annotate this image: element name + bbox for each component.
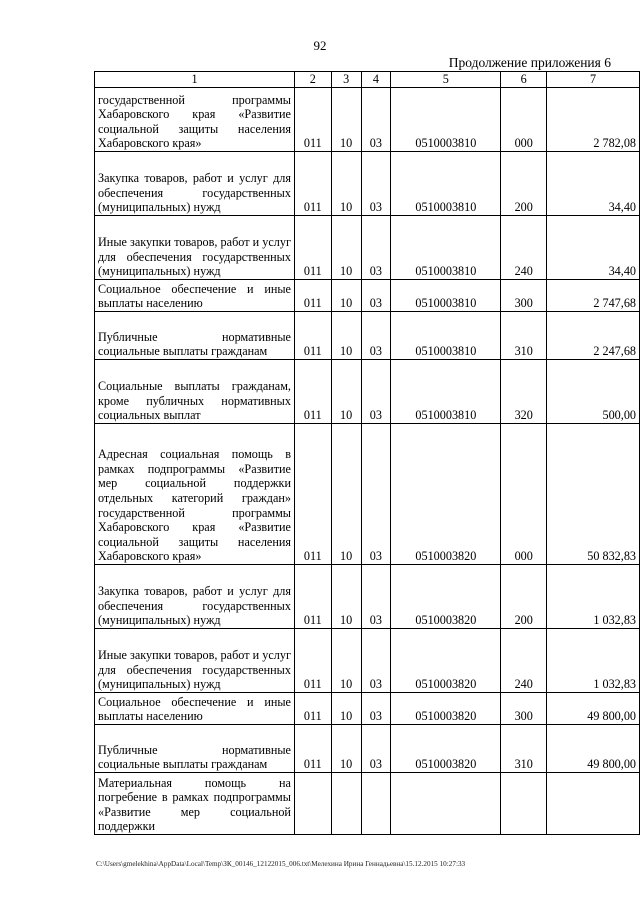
ministry-code: 011 xyxy=(294,693,331,725)
expense-type-code: 240 xyxy=(501,629,547,693)
row-description: Материальная помощь на погребение в рамках подпрограммы «Развитие мер социальной поддержки xyxy=(95,773,295,835)
amount: 1 032,83 xyxy=(547,629,640,693)
target-article-code: 0510003810 xyxy=(391,88,501,152)
row-description: Социальное обеспечение и иные выплаты населению xyxy=(95,280,295,312)
amount: 34,40 xyxy=(547,152,640,216)
table-row xyxy=(95,152,640,216)
section-code: 10 xyxy=(331,280,361,312)
row-description: Социальные выплаты гражданам, кроме публичных нормативных социальных выплат xyxy=(95,360,295,424)
section-code: 10 xyxy=(331,312,361,360)
target-article-code xyxy=(391,773,501,835)
ministry-code xyxy=(294,773,331,835)
subsection-code: 03 xyxy=(361,725,391,773)
subsection-code: 03 xyxy=(361,280,391,312)
table-row xyxy=(95,360,640,424)
table-row xyxy=(95,280,640,312)
table-row xyxy=(95,693,640,725)
amount: 49 800,00 xyxy=(547,693,640,725)
continuation-label: Продолжение приложения 6 xyxy=(448,55,611,70)
section-code: 10 xyxy=(331,152,361,216)
subsection-code: 03 xyxy=(361,565,391,629)
budget-table xyxy=(94,71,640,835)
table-row xyxy=(95,725,640,773)
amount: 2 747,68 xyxy=(547,280,640,312)
section-code: 10 xyxy=(331,693,361,725)
page-number: 92 xyxy=(313,38,327,53)
expense-type-code: 300 xyxy=(501,280,547,312)
ministry-code: 011 xyxy=(294,88,331,152)
expense-type-code xyxy=(501,773,547,835)
ministry-code: 011 xyxy=(294,360,331,424)
target-article-code: 0510003820 xyxy=(391,424,501,565)
row-description: Иные закупки товаров, работ и услуг для обеспечения государственных (муниципальных) нужд xyxy=(95,629,295,693)
column-header-2: 2 xyxy=(294,72,331,88)
expense-type-code: 000 xyxy=(501,88,547,152)
amount: 34,40 xyxy=(547,216,640,280)
expense-type-code: 240 xyxy=(501,216,547,280)
amount: 2 247,68 xyxy=(547,312,640,360)
subsection-code: 03 xyxy=(361,312,391,360)
column-header-1: 1 xyxy=(95,72,295,88)
target-article-code: 0510003820 xyxy=(391,693,501,725)
table-row xyxy=(95,629,640,693)
section-code: 10 xyxy=(331,725,361,773)
amount: 50 832,83 xyxy=(547,424,640,565)
column-header-3: 3 xyxy=(331,72,361,88)
ministry-code: 011 xyxy=(294,629,331,693)
subsection-code: 03 xyxy=(361,152,391,216)
table-row xyxy=(95,216,640,280)
table-row xyxy=(95,88,640,152)
subsection-code: 03 xyxy=(361,693,391,725)
ministry-code: 011 xyxy=(294,216,331,280)
table-row xyxy=(95,424,640,565)
row-description: Социальное обеспечение и иные выплаты населению xyxy=(95,693,295,725)
subsection-code: 03 xyxy=(361,88,391,152)
ministry-code: 011 xyxy=(294,565,331,629)
section-code xyxy=(331,773,361,835)
subsection-code: 03 xyxy=(361,424,391,565)
section-code: 10 xyxy=(331,88,361,152)
subsection-code: 03 xyxy=(361,216,391,280)
row-description: Закупка товаров, работ и услуг для обеспечения государственных (муниципальных) нужд xyxy=(95,565,295,629)
target-article-code: 0510003810 xyxy=(391,360,501,424)
target-article-code: 0510003810 xyxy=(391,280,501,312)
target-article-code: 0510003820 xyxy=(391,629,501,693)
ministry-code: 011 xyxy=(294,152,331,216)
row-description: Закупка товаров, работ и услуг для обеспечения государственных (муниципальных) нужд xyxy=(95,152,295,216)
column-header-6: 6 xyxy=(501,72,547,88)
section-code: 10 xyxy=(331,360,361,424)
ministry-code: 011 xyxy=(294,280,331,312)
expense-type-code: 310 xyxy=(501,312,547,360)
expense-type-code: 320 xyxy=(501,360,547,424)
amount: 500,00 xyxy=(547,360,640,424)
target-article-code: 0510003810 xyxy=(391,216,501,280)
amount xyxy=(547,773,640,835)
section-code: 10 xyxy=(331,424,361,565)
section-code: 10 xyxy=(331,629,361,693)
ministry-code: 011 xyxy=(294,424,331,565)
footer-file-path: C:\Users\gmelekhina\AppData\Local\Temp\ЗК_00146_12122015_006.txt\Мелехина Ирина Геннадьевна\15.12.2015 10:27:33 xyxy=(96,860,466,868)
column-header-4: 4 xyxy=(361,72,391,88)
row-description: Публичные нормативные социальные выплаты гражданам xyxy=(95,725,295,773)
row-description: Адресная социальная помощь в рамках подпрограммы «Развитие мер социальной поддержки отдельных категорий граждан» государственной программы Хабаровского края «Развитие социальной защиты населения Хабаровского края» xyxy=(95,424,295,565)
subsection-code: 03 xyxy=(361,629,391,693)
row-description: государственной программы Хабаровского края «Развитие социальной защиты населения Хабаровского края» xyxy=(95,88,295,152)
table-row xyxy=(95,773,640,835)
table-row xyxy=(95,565,640,629)
target-article-code: 0510003810 xyxy=(391,312,501,360)
amount: 2 782,08 xyxy=(547,88,640,152)
section-code: 10 xyxy=(331,216,361,280)
ministry-code: 011 xyxy=(294,312,331,360)
amount: 1 032,83 xyxy=(547,565,640,629)
column-header-5: 5 xyxy=(391,72,501,88)
target-article-code: 0510003810 xyxy=(391,152,501,216)
row-description: Иные закупки товаров, работ и услуг для обеспечения государственных (муниципальных) нужд xyxy=(95,216,295,280)
column-header-7: 7 xyxy=(547,72,640,88)
subsection-code: 03 xyxy=(361,360,391,424)
row-description: Публичные нормативные социальные выплаты гражданам xyxy=(95,312,295,360)
expense-type-code: 310 xyxy=(501,725,547,773)
expense-type-code: 200 xyxy=(501,565,547,629)
expense-type-code: 000 xyxy=(501,424,547,565)
amount: 49 800,00 xyxy=(547,725,640,773)
expense-type-code: 300 xyxy=(501,693,547,725)
subsection-code xyxy=(361,773,391,835)
target-article-code: 0510003820 xyxy=(391,725,501,773)
target-article-code: 0510003820 xyxy=(391,565,501,629)
section-code: 10 xyxy=(331,565,361,629)
table-header-row xyxy=(95,72,640,88)
table-row xyxy=(95,312,640,360)
ministry-code: 011 xyxy=(294,725,331,773)
expense-type-code: 200 xyxy=(501,152,547,216)
